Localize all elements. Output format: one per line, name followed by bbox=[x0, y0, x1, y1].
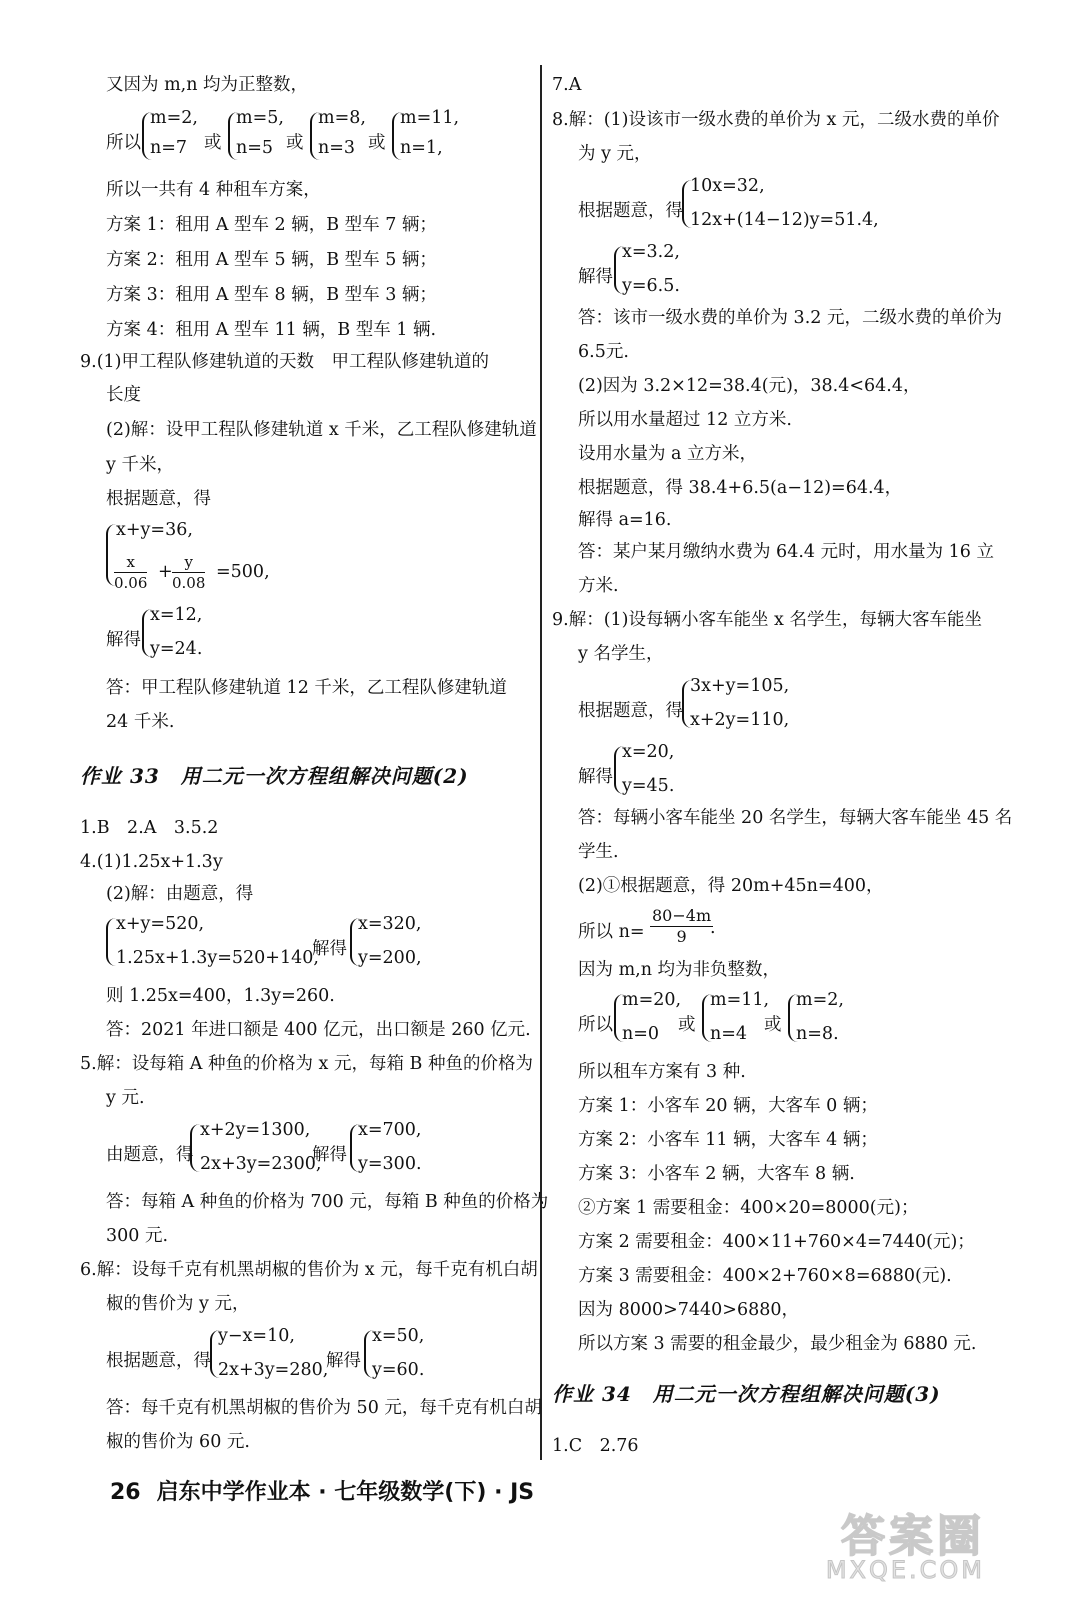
fraction-expression bbox=[578, 906, 878, 952]
equation-system bbox=[106, 1326, 526, 1386]
expression-lead: 所以 n= bbox=[578, 922, 645, 942]
text-line: 根据题意，得 38.4+6.5(a−12)=64.4， bbox=[578, 478, 903, 498]
question-6-line: 6.解：设每千克有机黑胡椒的售价为 x 元，每千克有机白胡 bbox=[80, 1260, 538, 1280]
text-line: 所以租车方案有 3 种. bbox=[578, 1062, 746, 1082]
answer-line: 学生. bbox=[578, 842, 619, 862]
answers-line: 1.C 2.76 bbox=[552, 1436, 639, 1456]
system-row: y=200, bbox=[358, 948, 422, 968]
equation-system bbox=[106, 914, 506, 974]
text-line: 因为 m,n 均为非负整数， bbox=[578, 960, 781, 980]
system-group-mn bbox=[578, 990, 998, 1050]
system-lead: 根据题意，得 bbox=[578, 201, 683, 221]
system-row: m=8, bbox=[318, 108, 366, 128]
page-footer bbox=[110, 1475, 534, 1506]
system-lead: 解得 bbox=[106, 630, 141, 650]
system-row: x=50, bbox=[372, 1326, 425, 1346]
text-line: (2)解：由题意，得 bbox=[106, 884, 254, 904]
solution-system bbox=[106, 605, 306, 665]
text-line: (2)解：设甲工程队修建轨道 x 千米，乙工程队修建轨道 bbox=[106, 420, 537, 440]
fraction: $\frac{y}{0.08}$ bbox=[172, 553, 206, 592]
system-row: n=7 bbox=[150, 138, 188, 158]
answer-7: 7.A bbox=[552, 75, 582, 95]
text-line: 设用水量为 a 立方米， bbox=[578, 444, 758, 464]
solution-system bbox=[578, 242, 778, 302]
equation-system bbox=[106, 520, 406, 590]
fraction: $\frac{x}{0.06}$ bbox=[114, 553, 148, 592]
answer-line: 答：每辆小客车能坐 20 名学生，每辆大客车能坐 45 名 bbox=[578, 808, 1013, 828]
system-lead: 解得 bbox=[326, 1351, 361, 1371]
answer-line: 答：每千克有机黑胡椒的售价为 50 元，每千克有机白胡 bbox=[106, 1398, 542, 1418]
period: . bbox=[710, 918, 716, 938]
watermark-text: 答案圈 bbox=[841, 1511, 985, 1562]
system-row: x+y=520, bbox=[116, 914, 205, 934]
text-line: 因为 8000>7440>6880， bbox=[578, 1300, 799, 1320]
system-row: =500, bbox=[216, 562, 270, 582]
watermark-logo bbox=[795, 1500, 995, 1595]
answer-line: 6.5元. bbox=[578, 342, 629, 362]
system-row: y=45. bbox=[622, 776, 675, 796]
system-lead: 所以 bbox=[106, 133, 141, 153]
answer-line: 300 元. bbox=[106, 1226, 169, 1246]
text-line: 方案 2 需要租金：400×11+760×4=7440(元)； bbox=[578, 1232, 975, 1252]
equation-system bbox=[578, 176, 998, 236]
answer-line: 24 千米. bbox=[106, 712, 175, 732]
text-line: 所以一共有 4 种租车方案， bbox=[106, 180, 321, 200]
book-title: 启东中学作业本 · 七年级数学(下) · JS bbox=[156, 1480, 535, 1505]
system-group-mn bbox=[106, 108, 546, 168]
system-lead: 解得 bbox=[312, 1145, 347, 1165]
text-line: ②方案 1 需要租金：400×20=8000(元)； bbox=[578, 1198, 919, 1218]
text-line: 椒的售价为 y 元， bbox=[106, 1294, 250, 1314]
or-word: 或 bbox=[204, 133, 222, 153]
system-row: y=60. bbox=[372, 1360, 425, 1380]
answer-line: 答：某户某月缴纳水费为 64.4 元时，用水量为 16 立 bbox=[578, 542, 994, 562]
system-row: m=2, bbox=[150, 108, 198, 128]
text-line: (2)因为 3.2×12=38.4(元)，38.4<64.4， bbox=[578, 376, 921, 396]
text-line: y 名学生， bbox=[578, 644, 664, 664]
answer-line: 答：2021 年进口额是 400 亿元，出口额是 260 亿元. bbox=[106, 1020, 531, 1040]
text-line: 解得 a=16. bbox=[578, 510, 672, 530]
text-line: 方案 2：小客车 11 辆，大客车 4 辆； bbox=[578, 1130, 878, 1150]
equation-system bbox=[106, 1120, 506, 1180]
system-row: m=20, bbox=[622, 990, 682, 1010]
text-line: 方案 3 需要租金：400×2+760×8=6880(元). bbox=[578, 1266, 952, 1286]
system-row: x=700, bbox=[358, 1120, 422, 1140]
text-line: 方案 1：小客车 20 辆，大客车 0 辆； bbox=[578, 1096, 878, 1116]
answer-line: 方米. bbox=[578, 576, 619, 596]
system-row: 2x+3y=2300, bbox=[200, 1154, 322, 1174]
system-row: m=2, bbox=[796, 990, 844, 1010]
text-line: 根据题意，得 bbox=[106, 489, 211, 509]
fraction: $\frac{80-4m}{9}$ bbox=[652, 906, 712, 946]
system-lead: 解得 bbox=[578, 267, 613, 287]
text-line: 方案 2：租用 A 型车 5 辆，B 型车 5 辆； bbox=[106, 250, 437, 270]
system-row: 10x=32, bbox=[690, 176, 765, 196]
system-row: x=20, bbox=[622, 742, 675, 762]
or-word: 或 bbox=[368, 133, 386, 153]
text-line: 所以用水量超过 12 立方米. bbox=[578, 410, 792, 430]
system-row: n=5 bbox=[236, 138, 274, 158]
column-divider bbox=[540, 65, 542, 1460]
answers-line: 1.B 2.A 3.5.2 bbox=[80, 818, 219, 838]
system-row: x+2y=110, bbox=[690, 710, 790, 730]
text-line: 方案 4：租用 A 型车 11 辆，B 型车 1 辆. bbox=[106, 320, 437, 340]
answer-line: 椒的售价为 60 元. bbox=[106, 1432, 250, 1452]
text-line: 方案 1：租用 A 型车 2 辆，B 型车 7 辆； bbox=[106, 215, 437, 235]
text-line: 方案 3：小客车 2 辆，大客车 8 辆. bbox=[578, 1164, 855, 1184]
system-lead: 由题意，得 bbox=[106, 1145, 194, 1165]
section-heading-34: 作业 34 用二元一次方程组解决问题(3) bbox=[552, 1382, 941, 1406]
answer-line: 所以方案 3 需要的租金最少，最少租金为 6880 元. bbox=[578, 1334, 977, 1354]
or-word: 或 bbox=[678, 1015, 696, 1035]
system-row: m=11, bbox=[710, 990, 770, 1010]
system-row: y=6.5. bbox=[622, 276, 680, 296]
question-8-line: 8.解：(1)设该市一级水费的单价为 x 元，二级水费的单价 bbox=[552, 110, 1000, 130]
system-row: 2x+3y=280, bbox=[218, 1360, 329, 1380]
question-5-line: 5.解：设每箱 A 种鱼的价格为 x 元，每箱 B 种鱼的价格为 bbox=[80, 1054, 533, 1074]
text-line: y 元. bbox=[106, 1088, 145, 1108]
system-lead: 所以 bbox=[578, 1015, 613, 1035]
question-9-line: 9.解：(1)设每辆小客车能坐 x 名学生，每辆大客车能坐 bbox=[552, 610, 982, 630]
system-row: n=0 bbox=[622, 1024, 660, 1044]
text-line: y 千米， bbox=[106, 455, 174, 475]
system-lead: 根据题意，得 bbox=[106, 1351, 211, 1371]
system-row: 3x+y=105, bbox=[690, 676, 790, 696]
system-row: 1.25x+1.3y=520+140, bbox=[116, 948, 319, 968]
system-row: x+2y=1300, bbox=[200, 1120, 311, 1140]
text-line: 又因为 m,n 均为正整数， bbox=[106, 75, 309, 95]
system-row: n=8. bbox=[796, 1024, 839, 1044]
system-row: x=12, bbox=[150, 605, 203, 625]
system-row: n=4 bbox=[710, 1024, 748, 1044]
system-row: x=3.2, bbox=[622, 242, 680, 262]
system-row: n=1, bbox=[400, 138, 443, 158]
question-9-line: 9.(1)甲工程队修建轨道的天数 甲工程队修建轨道的 bbox=[80, 352, 489, 372]
system-row: y=300. bbox=[358, 1154, 422, 1174]
system-row: m=5, bbox=[236, 108, 284, 128]
system-row: x+y=36, bbox=[116, 520, 193, 540]
system-row: m=11, bbox=[400, 108, 460, 128]
section-heading-33: 作业 33 用二元一次方程组解决问题(2) bbox=[80, 764, 469, 788]
text-line: 为 y 元， bbox=[578, 144, 652, 164]
system-row: y=24. bbox=[150, 639, 203, 659]
system-row: x=320, bbox=[358, 914, 422, 934]
text-line: 则 1.25x=400，1.3y=260. bbox=[106, 986, 335, 1006]
plus-sign: + bbox=[158, 562, 173, 582]
watermark-url: MXQE.COM bbox=[825, 1556, 985, 1584]
system-lead: 根据题意，得 bbox=[578, 701, 683, 721]
system-lead: 解得 bbox=[312, 939, 347, 959]
answer-line: 答：每箱 A 种鱼的价格为 700 元，每箱 B 种鱼的价格为 bbox=[106, 1192, 549, 1212]
system-lead: 解得 bbox=[578, 767, 613, 787]
system-row: y−x=10, bbox=[218, 1326, 295, 1346]
question-4-line: 4.(1)1.25x+1.3y bbox=[80, 852, 223, 872]
text-line: 方案 3：租用 A 型车 8 辆，B 型车 3 辆； bbox=[106, 285, 437, 305]
answer-line: 答：该市一级水费的单价为 3.2 元，二级水费的单价为 bbox=[578, 308, 1002, 328]
text-line: (2)①根据题意，得 20m+45n=400， bbox=[578, 876, 884, 896]
system-row: n=3 bbox=[318, 138, 356, 158]
page-number: 26 bbox=[110, 1480, 141, 1505]
or-word: 或 bbox=[286, 133, 304, 153]
or-word: 或 bbox=[764, 1015, 782, 1035]
system-row: 12x+(14−12)y=51.4, bbox=[690, 210, 879, 230]
text-line: 长度 bbox=[106, 385, 141, 405]
solution-system bbox=[578, 742, 778, 802]
equation-system bbox=[578, 676, 998, 736]
answer-line: 答：甲工程队修建轨道 12 千米，乙工程队修建轨道 bbox=[106, 678, 507, 698]
